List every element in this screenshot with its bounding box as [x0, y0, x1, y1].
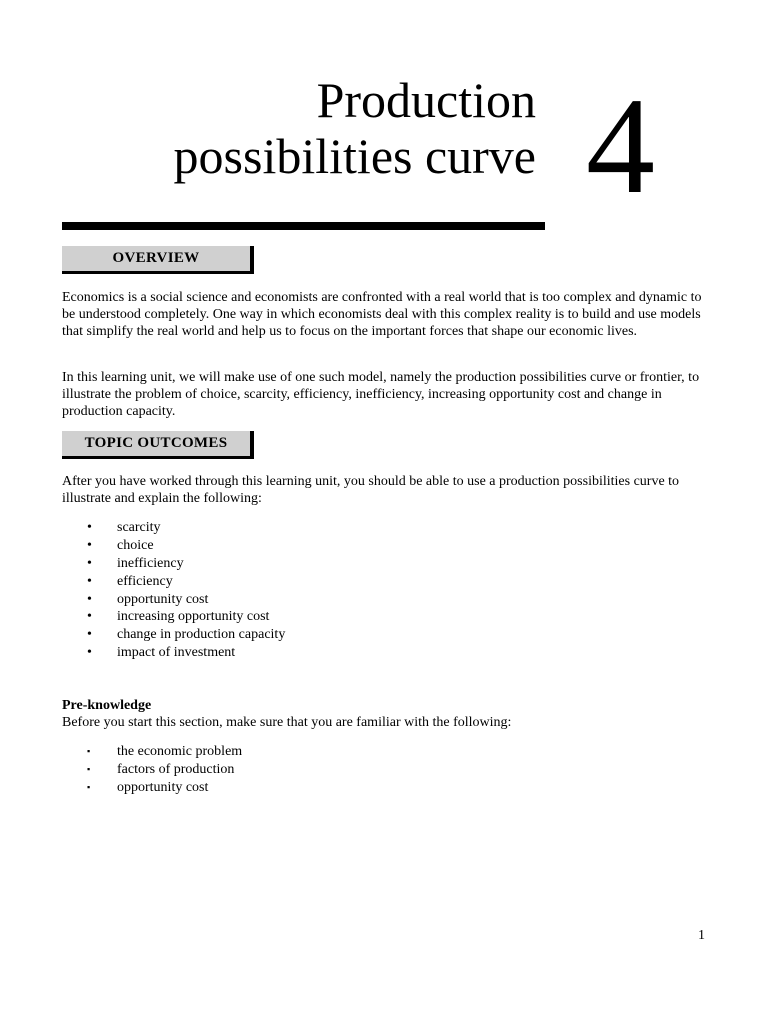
- list-item: [62, 644, 662, 662]
- list-item: [62, 555, 662, 573]
- list-item-text: inefficiency: [117, 555, 184, 571]
- list-item: [62, 743, 662, 761]
- preknowledge-heading: Pre-knowledge: [62, 698, 152, 713]
- list-item-text: change in production capacity: [117, 627, 286, 643]
- overview-paragraph-2: In this learning unit, we will make use of one such model, namely the production possibilities curve or frontier, to illustrate the problem of choice, scarcity, efficiency, inefficiency, increasing opportunity cost and change in production capacity.: [62, 370, 700, 419]
- bullet-icon: •: [87, 627, 92, 643]
- list-item: [62, 573, 662, 591]
- square-bullet-icon: ▪: [87, 763, 91, 774]
- chapter-number: 4: [586, 69, 655, 222]
- list-item: [62, 626, 662, 644]
- bullet-icon: •: [87, 645, 92, 661]
- list-item-text: choice: [117, 537, 154, 553]
- overview-heading: OVERVIEW: [62, 246, 254, 274]
- bullet-icon: •: [87, 609, 92, 625]
- bullet-icon: •: [87, 573, 92, 589]
- list-item: [62, 519, 662, 537]
- bullet-icon: •: [87, 591, 92, 607]
- outcomes-list: [62, 519, 662, 662]
- title-rule: [62, 222, 545, 230]
- outcomes-intro: After you have worked through this learning unit, you should be able to use a production possibilities curve to illustrate and explain the following:: [62, 474, 680, 506]
- list-item: [62, 537, 662, 555]
- list-item-text: the economic problem: [117, 744, 243, 759]
- bullet-icon: •: [87, 555, 92, 571]
- chapter-title-line-1: Production: [316, 72, 536, 128]
- list-item-text: increasing opportunity cost: [117, 609, 270, 625]
- bullet-icon: •: [87, 537, 92, 553]
- list-item: [62, 779, 662, 797]
- chapter-title-line-2: possibilities curve: [173, 128, 536, 184]
- square-bullet-icon: ▪: [87, 746, 91, 756]
- list-item-text: factors of production: [117, 761, 235, 777]
- list-item-text: efficiency: [117, 573, 173, 589]
- page-number: 1: [698, 928, 705, 943]
- square-bullet-icon: ▪: [87, 781, 91, 792]
- list-item-text: opportunity cost: [117, 779, 209, 795]
- topic-outcomes-heading: TOPIC OUTCOMES: [62, 431, 254, 459]
- bullet-icon: •: [87, 520, 92, 535]
- list-item-text: impact of investment: [117, 645, 236, 661]
- overview-paragraph-1: Economics is a social science and economists are confronted with a real world that is too complex and dynamic to be understood completely. One way in which economists deal with this complex reality is to build and use models that simplify the real world and help us to focus on the important forces that shape our economic lives.: [62, 290, 702, 339]
- list-item-text: opportunity cost: [117, 591, 209, 607]
- list-item-text: scarcity: [117, 520, 161, 535]
- list-item: [62, 761, 662, 779]
- list-item: [62, 591, 662, 609]
- list-item: [62, 608, 662, 626]
- preknowledge-intro: Before you start this section, make sure that you are familiar with the following:: [62, 715, 512, 730]
- preknowledge-list: [62, 743, 662, 797]
